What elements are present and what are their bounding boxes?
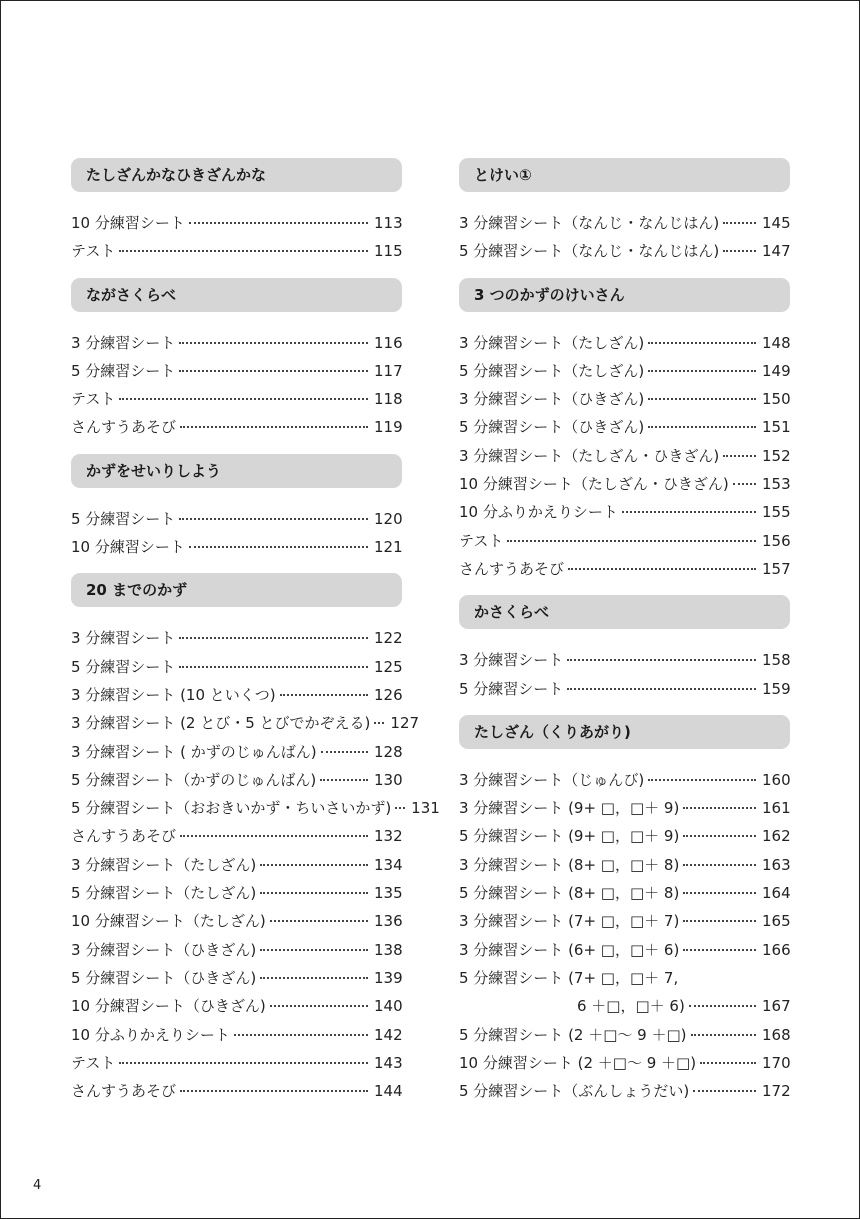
dot-leader	[568, 568, 756, 570]
entry-page-number: 139	[374, 968, 403, 987]
toc-entry	[71, 385, 402, 413]
dot-leader	[733, 483, 756, 485]
entry-title: 5 分練習シート（たしざん)	[71, 884, 257, 903]
entry-title: 3 分練習シート (2 とび・5 とびでかぞえる)	[71, 714, 371, 733]
toc-entry	[459, 357, 790, 385]
dot-leader	[723, 455, 756, 457]
entry-page-number: 152	[762, 446, 791, 465]
dot-leader	[189, 546, 368, 548]
toc-entry	[71, 907, 402, 935]
dot-leader	[179, 518, 368, 520]
toc-entry	[71, 709, 420, 737]
entry-title: 10 分ふりかえりシート	[459, 503, 618, 522]
toc-entry	[459, 822, 790, 850]
entry-page-number: 131	[411, 799, 440, 818]
entry-title: 3 分練習シート (10 といくつ)	[71, 685, 276, 704]
entry-page-number: 166	[762, 940, 791, 959]
toc-entry	[459, 646, 790, 674]
section-entries	[71, 624, 440, 1105]
dot-leader	[260, 977, 368, 979]
entry-title: 3 分練習シート（たしざん)	[71, 855, 257, 874]
section-header: たしざんかなひきざんかな	[71, 158, 402, 192]
dot-leader	[689, 1005, 756, 1007]
toc-entry	[71, 624, 402, 652]
dot-leader	[648, 426, 756, 428]
entry-title: 3 分練習シート	[71, 333, 176, 352]
entry-page-number: 163	[762, 855, 791, 874]
entry-title: 6 ＋□，□＋ 6)	[577, 997, 685, 1016]
entry-page-number: 118	[374, 390, 403, 409]
section-entries	[459, 209, 790, 266]
toc-entry	[71, 357, 402, 385]
toc-entry	[459, 964, 790, 992]
entry-page-number: 136	[374, 912, 403, 931]
entry-page-number: 140	[374, 997, 403, 1016]
entry-page-number: 160	[762, 770, 791, 789]
toc-entry	[71, 936, 402, 964]
entry-title: 10 分練習シート（ひきざん)	[71, 997, 266, 1016]
section-header: 20 までのかず	[71, 573, 402, 607]
dot-leader	[321, 751, 368, 753]
toc-entry	[459, 992, 790, 1020]
entry-page-number: 121	[374, 538, 403, 557]
entry-page-number: 156	[762, 531, 791, 550]
toc-entry	[71, 209, 402, 237]
dot-leader	[693, 1090, 756, 1092]
toc-entry	[71, 1021, 402, 1049]
left-column	[71, 158, 440, 1117]
toc-entry	[71, 879, 402, 907]
toc-entry	[459, 1077, 790, 1105]
entry-title: 3 分練習シート (9+ □，□＋ 9)	[459, 799, 680, 818]
entry-page-number: 164	[762, 884, 791, 903]
toc-entry	[459, 851, 790, 879]
dot-leader	[189, 222, 368, 224]
entry-page-number: 148	[762, 333, 791, 352]
toc-entry	[71, 964, 402, 992]
entry-title: 5 分練習シート（かずのじゅんばん)	[71, 770, 317, 789]
dot-leader	[320, 779, 368, 781]
entry-title: 5 分練習シート（ひきざん)	[459, 418, 645, 437]
entry-page-number: 126	[374, 685, 403, 704]
entry-page-number: 135	[374, 884, 403, 903]
section-header: たしざん（くりあがり)	[459, 715, 790, 749]
dot-leader	[567, 688, 756, 690]
dot-leader	[700, 1062, 756, 1064]
entry-title: テスト	[71, 242, 116, 261]
entry-page-number: 149	[762, 361, 791, 380]
toc-entry	[459, 1049, 790, 1077]
entry-title: 3 分練習シート（なんじ・なんじはん)	[459, 214, 720, 232]
entry-title: 10 分練習シート（たしざん)	[71, 912, 266, 931]
toc-entry	[71, 237, 402, 265]
entry-page-number: 162	[762, 827, 791, 846]
entry-title: テスト	[71, 1053, 116, 1072]
entry-title: 5 分練習シート（なんじ・なんじはん)	[459, 242, 720, 261]
toc-entry	[459, 470, 790, 498]
entry-page-number: 119	[374, 418, 403, 437]
page-number: 4	[33, 1178, 42, 1193]
toc-entry	[459, 1021, 790, 1049]
dot-leader	[683, 864, 756, 866]
section-header: ながさくらべ	[71, 278, 402, 312]
entry-title: さんすうあそび	[71, 1082, 177, 1101]
entry-page-number: 172	[762, 1082, 791, 1101]
section-header: 3 つのかずのけいさん	[459, 278, 790, 312]
entry-title: 5 分練習シート（ひきざん)	[71, 968, 257, 987]
section-entries	[71, 505, 402, 562]
entry-page-number: 170	[762, 1053, 791, 1072]
dot-leader	[180, 426, 368, 428]
entry-page-number: 157	[762, 559, 791, 578]
toc-entry	[71, 413, 402, 441]
entry-title: 3 分練習シート (7+ □，□＋ 7)	[459, 912, 680, 931]
toc-entry	[459, 794, 790, 822]
dot-leader	[622, 511, 756, 513]
entry-title: 3 分練習シート（ひきざん)	[459, 390, 645, 409]
section-header: かずをせいりしよう	[71, 454, 402, 488]
entry-page-number: 128	[374, 742, 403, 761]
toc-entry	[459, 936, 790, 964]
dot-leader	[723, 222, 756, 224]
dot-leader	[683, 949, 756, 951]
entry-page-number: 132	[374, 827, 403, 846]
dot-leader	[260, 892, 368, 894]
dot-leader	[260, 864, 368, 866]
toc-entry	[459, 675, 790, 703]
entry-page-number: 115	[374, 242, 403, 261]
toc-entry	[459, 413, 790, 441]
toc-entry	[71, 1049, 402, 1077]
entry-title: 3 分練習シート（ひきざん)	[71, 940, 257, 959]
entry-title: さんすうあそび	[71, 418, 177, 437]
entry-page-number: 144	[374, 1082, 403, 1101]
entry-title: 5 分練習シート（たしざん)	[459, 361, 645, 380]
dot-leader	[270, 1005, 368, 1007]
entry-title: 5 分練習シート（ぶんしょうだい)	[459, 1082, 690, 1101]
entry-title: 3 分練習シート（たしざん)	[459, 333, 645, 352]
entry-page-number: 116	[374, 333, 403, 352]
entry-page-number: 138	[374, 940, 403, 959]
toc-entry	[71, 992, 402, 1020]
entry-title: 5 分練習シート (2 ＋□〜 9 ＋□)	[459, 1025, 687, 1044]
dot-leader	[179, 342, 368, 344]
entry-title: 3 分練習シート (6+ □，□＋ 6)	[459, 940, 680, 959]
dot-leader	[119, 250, 368, 252]
dot-leader	[179, 637, 368, 639]
entry-title: 3 分練習シート	[459, 651, 564, 670]
entry-title: さんすうあそび	[71, 827, 177, 846]
entry-title: 5 分練習シート	[71, 361, 176, 380]
toc-entry	[71, 533, 402, 561]
entry-title: 10 分練習シート	[71, 214, 185, 232]
entry-page-number: 120	[374, 509, 403, 528]
entry-page-number: 142	[374, 1025, 403, 1044]
toc-entry	[459, 498, 790, 526]
entry-title: 5 分練習シート	[459, 679, 564, 698]
dot-leader	[683, 835, 756, 837]
entry-title: 3 分練習シート	[71, 629, 176, 648]
right-column	[459, 158, 790, 1117]
dot-leader	[280, 694, 368, 696]
dot-leader	[691, 1034, 756, 1036]
toc-entry	[71, 1077, 402, 1105]
entry-title: 5 分練習シート (8+ □，□＋ 8)	[459, 884, 680, 903]
section-header: かさくらべ	[459, 595, 790, 629]
entry-title: 10 分ふりかえりシート	[71, 1025, 230, 1044]
entry-page-number: 122	[374, 629, 403, 648]
toc-entry	[71, 822, 402, 850]
entry-page-number: 165	[762, 912, 791, 931]
toc-entry	[71, 329, 402, 357]
toc-entry	[71, 653, 402, 681]
entry-page-number: 134	[374, 855, 403, 874]
dot-leader	[179, 370, 368, 372]
entry-page-number: 145	[762, 214, 791, 232]
toc-entry	[71, 505, 402, 533]
toc-entry	[459, 879, 790, 907]
entry-page-number: 125	[374, 657, 403, 676]
dot-leader	[648, 342, 756, 344]
dot-leader	[395, 807, 405, 809]
entry-page-number: 117	[374, 361, 403, 380]
entry-page-number: 161	[762, 799, 791, 818]
entry-page-number: 130	[374, 770, 403, 789]
dot-leader	[567, 659, 756, 661]
toc-entry	[71, 681, 402, 709]
entry-title: 10 分練習シート（たしざん・ひきざん)	[459, 475, 729, 494]
entry-page-number: 158	[762, 651, 791, 670]
entry-title: 5 分練習シート	[71, 509, 176, 528]
entry-title: 3 分練習シート (8+ □，□＋ 8)	[459, 855, 680, 874]
toc-entry	[71, 738, 402, 766]
toc-entry	[459, 209, 790, 237]
dot-leader	[683, 892, 756, 894]
dot-leader	[648, 779, 756, 781]
toc-entry	[459, 766, 790, 794]
entry-title: テスト	[71, 390, 116, 409]
dot-leader	[723, 250, 756, 252]
entry-page-number: 153	[762, 475, 791, 494]
entry-page-number: 155	[762, 503, 791, 522]
entry-page-number: 143	[374, 1053, 403, 1072]
entry-page-number: 113	[374, 214, 403, 232]
entry-title: 5 分練習シート	[71, 657, 176, 676]
dot-leader	[683, 807, 756, 809]
section-entries	[459, 329, 790, 584]
dot-leader	[270, 920, 368, 922]
dot-leader	[119, 398, 368, 400]
dot-leader	[507, 540, 756, 542]
entry-title: 3 分練習シート（たしざん・ひきざん)	[459, 446, 720, 465]
toc-entry	[459, 329, 790, 357]
entry-page-number: 150	[762, 390, 791, 409]
section-entries	[459, 766, 790, 1106]
toc-entry	[459, 527, 790, 555]
dot-leader	[180, 835, 368, 837]
entry-title: 3 分練習シート（じゅんび)	[459, 770, 645, 789]
dot-leader	[180, 1090, 368, 1092]
entry-title: 5 分練習シート (7+ □，□＋ 7,	[459, 968, 679, 987]
toc-entry	[459, 442, 790, 470]
dot-leader	[260, 949, 368, 951]
dot-leader	[119, 1062, 368, 1064]
section-header: とけい①	[459, 158, 790, 192]
entry-page-number: 168	[762, 1025, 791, 1044]
dot-leader	[683, 920, 756, 922]
toc-entry	[71, 794, 440, 822]
entry-page-number: 127	[390, 714, 420, 733]
entry-title: 5 分練習シート（おおきいかず・ちいさいかず)	[71, 799, 392, 818]
entry-page-number: 167	[762, 997, 791, 1016]
toc-entry	[459, 555, 790, 583]
section-entries	[459, 646, 790, 703]
entry-title: さんすうあそび	[459, 559, 565, 578]
entry-page-number: 159	[762, 679, 791, 698]
entry-title: テスト	[459, 531, 504, 550]
entry-title: 10 分練習シート (2 ＋□〜 9 ＋□)	[459, 1053, 697, 1072]
toc-entry	[71, 851, 402, 879]
section-entries	[71, 209, 402, 266]
entry-title: 3 分練習シート ( かずのじゅんばん)	[71, 742, 317, 761]
toc-entry	[459, 237, 790, 265]
dot-leader	[234, 1034, 368, 1036]
dot-leader	[648, 370, 756, 372]
dot-leader	[179, 666, 368, 668]
entry-title: 5 分練習シート (9+ □，□＋ 9)	[459, 827, 680, 846]
entry-page-number: 151	[762, 418, 791, 437]
toc-entry	[459, 907, 790, 935]
toc-entry	[459, 385, 790, 413]
dot-leader	[648, 398, 756, 400]
entry-title: 10 分練習シート	[71, 538, 185, 557]
dot-leader	[374, 722, 384, 724]
section-entries	[71, 329, 402, 442]
toc-entry	[71, 766, 402, 794]
entry-page-number: 147	[762, 242, 791, 261]
